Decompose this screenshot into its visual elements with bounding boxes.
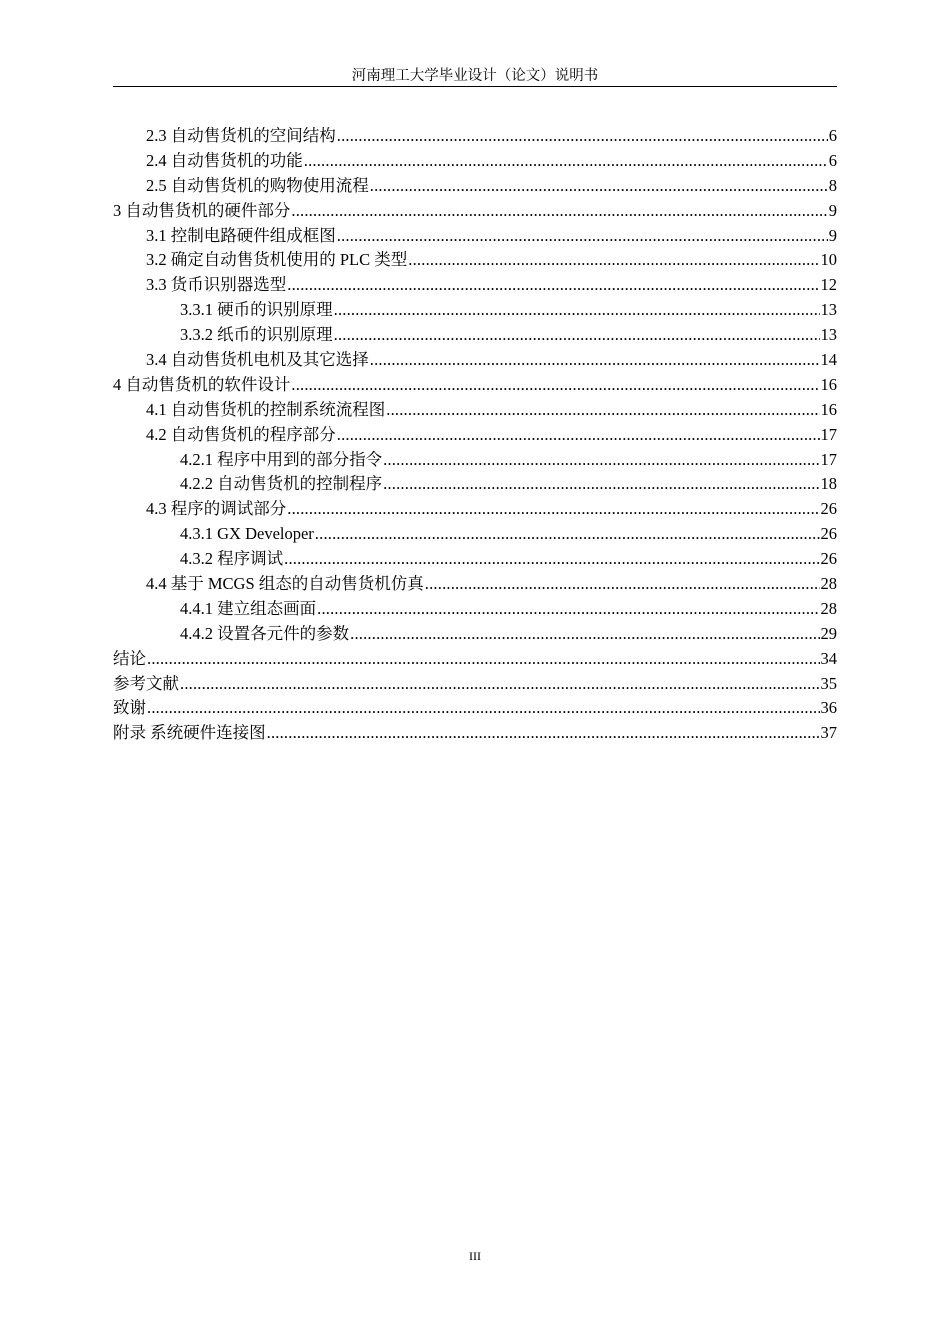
toc-entry-page: 28 xyxy=(820,598,837,618)
toc-entry-title: 4.2.1 程序中用到的部分指令 xyxy=(180,449,383,469)
toc-entry-page: 6 xyxy=(828,150,837,170)
toc-leader xyxy=(337,124,828,149)
toc-leader xyxy=(334,298,820,323)
toc-entry-page: 16 xyxy=(820,399,837,419)
toc-leader xyxy=(291,199,827,224)
toc-entry-page: 29 xyxy=(820,623,837,643)
toc-entry[interactable] xyxy=(113,721,837,746)
toc-entry-title: 3.3 货币识别器选型 xyxy=(146,275,287,295)
toc-leader xyxy=(337,224,828,249)
toc-entry-title: 4.1 自动售货机的控制系统流程图 xyxy=(146,399,386,419)
toc-entry-page: 36 xyxy=(820,698,837,718)
toc-leader xyxy=(317,597,819,622)
toc-entry-page: 26 xyxy=(820,549,837,569)
toc-entry-page: 6 xyxy=(828,126,837,145)
toc-entry-title: 2.5 自动售货机的购物使用流程 xyxy=(146,175,369,195)
page-number: III xyxy=(469,1249,481,1263)
toc-leader xyxy=(304,149,828,174)
toc-leader xyxy=(408,248,819,273)
toc-entry[interactable] xyxy=(113,174,837,199)
toc-leader xyxy=(383,448,819,473)
header-rule xyxy=(113,86,837,87)
toc-entry[interactable] xyxy=(113,298,837,323)
toc-entry-title: 3 自动售货机的硬件部分 xyxy=(113,200,291,220)
toc-entry-page: 26 xyxy=(820,524,837,544)
toc-leader xyxy=(370,348,820,373)
toc-leader xyxy=(284,547,819,572)
toc-entry-page: 28 xyxy=(820,574,837,594)
toc-entry[interactable] xyxy=(113,348,837,373)
toc-entry-page: 12 xyxy=(820,275,837,295)
toc-entry-title: 4 自动售货机的软件设计 xyxy=(113,374,291,394)
toc-entry-title: 4.4.1 建立组态画面 xyxy=(180,598,317,618)
toc-entry[interactable] xyxy=(113,622,837,647)
toc-entry-page: 34 xyxy=(820,648,837,668)
toc-entry-page: 9 xyxy=(828,225,837,245)
toc-entry-page: 37 xyxy=(820,723,837,743)
toc-entry-page: 18 xyxy=(820,474,837,494)
toc-entry[interactable] xyxy=(113,547,837,572)
toc-entry[interactable] xyxy=(113,224,837,249)
toc-entry[interactable] xyxy=(113,497,837,522)
toc-entry-title: 4.2.2 自动售货机的控制程序 xyxy=(180,474,383,494)
toc-entry-page: 26 xyxy=(820,499,837,519)
toc-entry-page: 13 xyxy=(820,300,837,320)
toc-leader xyxy=(370,174,828,199)
toc-entry-title: 致谢 xyxy=(113,698,146,718)
toc-entry-page: 16 xyxy=(820,374,837,394)
toc-leader xyxy=(383,472,819,497)
toc-entry[interactable] xyxy=(113,398,837,423)
toc-entry-page: 14 xyxy=(820,350,837,370)
toc-entry-title: 4.2 自动售货机的程序部分 xyxy=(146,424,336,444)
toc-entry[interactable] xyxy=(113,124,837,149)
toc-entry-title: 3.2 确定自动售货机使用的 PLC 类型 xyxy=(146,250,408,270)
toc-entry[interactable] xyxy=(113,696,837,721)
toc-leader xyxy=(337,423,820,448)
toc-entry[interactable] xyxy=(113,199,837,224)
toc-leader xyxy=(147,647,820,672)
toc-entry[interactable] xyxy=(113,448,837,473)
toc-entry[interactable] xyxy=(113,522,837,547)
toc-entry-title: 2.4 自动售货机的功能 xyxy=(146,150,303,170)
running-header: 河南理工大学毕业设计（论文）说明书 xyxy=(351,68,599,84)
toc-leader xyxy=(350,622,819,647)
toc-entry-title: 4.4 基于 MCGS 组态的自动售货机仿真 xyxy=(146,574,424,594)
toc-entry[interactable] xyxy=(113,273,837,298)
toc-leader xyxy=(267,721,820,746)
toc-entry[interactable] xyxy=(113,373,837,398)
toc-leader xyxy=(334,323,820,348)
toc-entry[interactable] xyxy=(113,423,837,448)
toc-entry-page: 13 xyxy=(820,325,837,345)
toc-leader xyxy=(291,373,819,398)
toc-leader xyxy=(147,696,820,721)
toc-entry-title: 4.3.2 程序调试 xyxy=(180,549,284,569)
toc-leader xyxy=(287,273,819,298)
toc-entry-page: 17 xyxy=(820,449,837,469)
toc-entry-title: 附录 系统硬件连接图 xyxy=(113,723,266,743)
toc-entry[interactable] xyxy=(113,472,837,497)
toc-entry[interactable] xyxy=(113,597,837,622)
table-of-contents xyxy=(113,124,837,746)
toc-entry[interactable] xyxy=(113,572,837,597)
toc-entry-title: 3.4 自动售货机电机及其它选择 xyxy=(146,350,369,370)
toc-entry-title: 4.4.2 设置各元件的参数 xyxy=(180,623,350,643)
toc-entry[interactable] xyxy=(113,149,837,174)
toc-entry-page: 9 xyxy=(828,200,837,220)
toc-entry-title: 结论 xyxy=(113,648,146,668)
toc-entry-page: 10 xyxy=(820,250,837,270)
toc-entry[interactable] xyxy=(113,647,837,672)
toc-entry-title: 4.3 程序的调试部分 xyxy=(146,499,287,519)
toc-entry-title: 参考文献 xyxy=(113,673,179,693)
toc-entry-title: 2.3 自动售货机的空间结构 xyxy=(146,126,336,145)
toc-entry[interactable] xyxy=(113,248,837,273)
toc-entry[interactable] xyxy=(113,672,837,697)
toc-entry-title: 4.3.1 GX Developer xyxy=(180,524,314,544)
toc-leader xyxy=(287,497,819,522)
toc-entry-title: 3.3.2 纸币的识别原理 xyxy=(180,325,333,345)
toc-entry[interactable] xyxy=(113,323,837,348)
toc-entry-title: 3.1 控制电路硬件组成框图 xyxy=(146,225,336,245)
toc-leader xyxy=(180,672,820,697)
toc-leader xyxy=(386,398,819,423)
toc-leader xyxy=(315,522,820,547)
toc-entry-page: 35 xyxy=(820,673,837,693)
toc-entry-page: 8 xyxy=(828,175,837,195)
toc-leader xyxy=(425,572,820,597)
toc-entry-page: 17 xyxy=(820,424,837,444)
toc-entry-title: 3.3.1 硬币的识别原理 xyxy=(180,300,333,320)
